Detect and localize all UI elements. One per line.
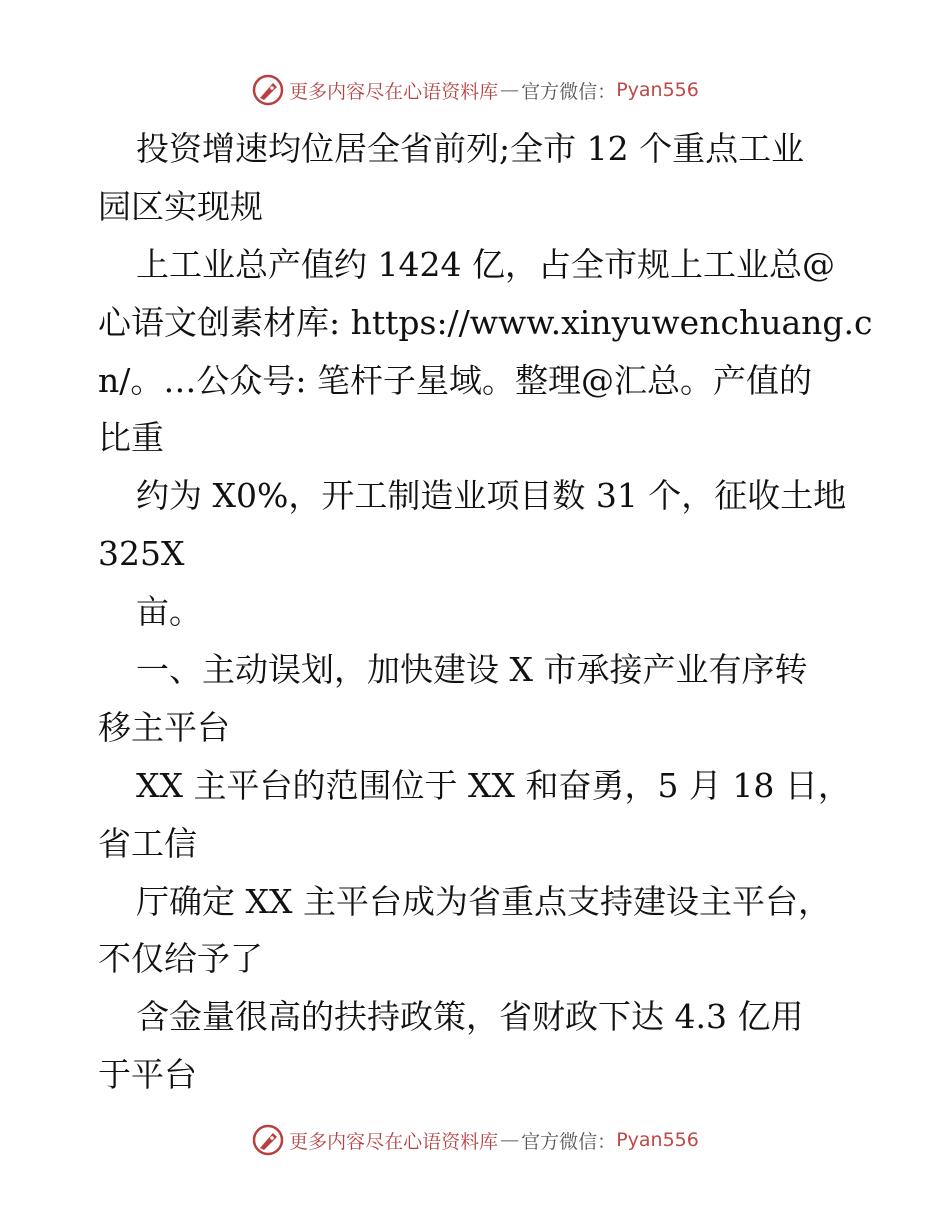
document-body <box>98 120 873 1104</box>
pen-nib-logo-icon <box>251 73 285 107</box>
text-line: 心语文创素材库: https://www.xinyuwenchuang.c <box>98 302 873 342</box>
banner-text: 更多内容尽在心语资料库 <box>289 1130 499 1153</box>
text-line: 约为 X0%，开工制造业项目数 31 个，征收土地 <box>136 476 847 516</box>
text-line: 一、主动误划，加快建设 X 市承接产业有序转 <box>136 650 808 690</box>
banner-wechat-label: 官方微信： <box>521 80 617 103</box>
pen-nib-logo-icon <box>251 1123 285 1157</box>
banner-wechat-label: 官方微信： <box>521 1130 617 1153</box>
text-line: 省工信 <box>98 823 197 863</box>
text-line: 投资增速均位居全省前列;全市 12 个重点工业 <box>136 129 805 168</box>
text-line: XX 主平台的范围位于 XX 和奋勇，5 月 18 日， <box>136 765 851 805</box>
header-banner <box>0 70 950 110</box>
text-line: 园区实现规 <box>98 186 263 226</box>
text-line: 比重 <box>98 418 164 458</box>
text-line: 移主平台 <box>98 707 230 747</box>
banner-wechat-id: Pyan556 <box>616 1129 699 1151</box>
banner-dash: — <box>500 1129 520 1151</box>
banner-wechat-id: Pyan556 <box>616 79 699 101</box>
text-line: 亩。 <box>136 592 202 632</box>
text-line: 不仅给予了 <box>98 939 263 979</box>
text-line: 含金量很高的扶持政策，省财政下达 4.3 亿用 <box>136 997 804 1037</box>
banner-text: 更多内容尽在心语资料库 <box>289 80 499 103</box>
text-line: 上工业总产值约 1424 亿，占全市规上工业总@ <box>136 244 835 284</box>
text-line: n/。…公众号: 笔杆子星域。整理@汇总。产值的 <box>98 360 812 400</box>
text-line: 于平台 <box>98 1055 197 1095</box>
text-line: 325X <box>98 534 185 574</box>
text-line: 厅确定 XX 主平台成为省重点支持建设主平台， <box>136 881 831 921</box>
footer-banner <box>0 1120 950 1160</box>
banner-dash: — <box>500 79 520 101</box>
